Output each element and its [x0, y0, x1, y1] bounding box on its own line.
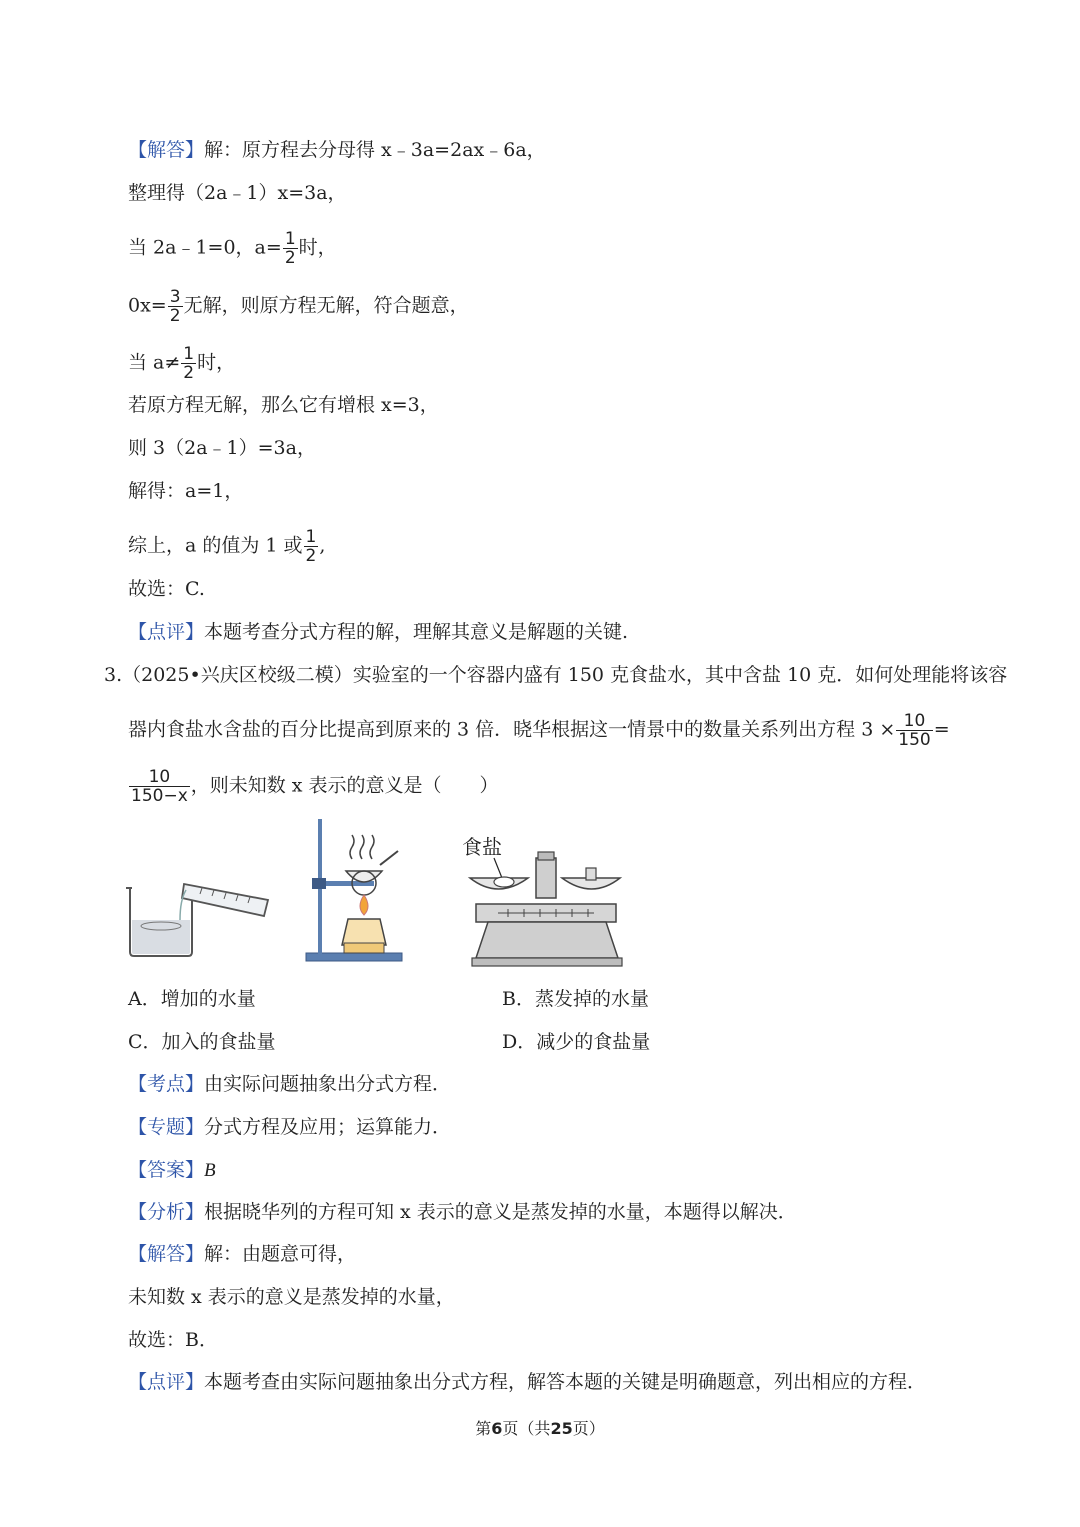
page-number: 6	[491, 1419, 503, 1438]
question-3-line-3: $\frac{10}{150-x}$ ，则未知数 x 表示的意义是（ ）	[131, 767, 499, 806]
balance-scale-figure	[458, 830, 638, 970]
solution-text-1: 解：原方程去分母得 x﹣3a=2ax﹣6a，	[204, 139, 546, 161]
option-a: A．增加的水量	[128, 988, 256, 1010]
solution-line-2: 整理得（2a﹣1）x=3a，	[128, 182, 347, 204]
solution-line: 【解答】解：由题意可得，	[128, 1243, 357, 1265]
page-total: 25	[550, 1419, 573, 1438]
question-3-line-1: 3.（2025•兴庆区校级二模）实验室的一个容器内盛有 150 克食盐水，其中含盐 10 克．如何处理能将该容	[104, 664, 1008, 686]
fraction-three-halves: $\frac{3}{2}$	[169, 287, 181, 326]
solution-line-10: 故选：C.	[128, 578, 205, 600]
option-c: C．加入的食盐量	[128, 1031, 276, 1053]
fraction-one-half: $\frac{1}{2}$	[183, 344, 195, 383]
comment-line: 【点评】本题考查分式方程的解，理解其意义是解题的关键.	[128, 621, 629, 643]
fraction-10-over-150: $\frac{10}{150}$	[898, 711, 931, 750]
beaker-pouring-figure	[122, 860, 282, 960]
tag-answer: 【解答】	[128, 139, 205, 161]
salt-label: 食盐	[462, 835, 502, 859]
comment-line: 【点评】本题考查由实际问题抽象出分式方程，解答本题的关键是明确题意，列出相应的方程．	[128, 1371, 927, 1393]
tag-comment: 【点评】	[128, 621, 205, 643]
option-b: B．蒸发掉的水量	[502, 988, 649, 1010]
kaodian-line: 【考点】由实际问题抽象出分式方程．	[128, 1073, 452, 1095]
fraction-one-half: $\frac{1}{2}$	[284, 229, 296, 268]
fraction-10-over-150-minus-x: $\frac{10}{150-x}$	[131, 767, 188, 806]
option-d: D．减少的食盐量	[502, 1031, 651, 1053]
solution-line-6: 若原方程无解，那么它有增根 x=3，	[128, 394, 439, 416]
solution-line-9: 综上，a 的值为 1 或 $\frac{1}{2}$ ,	[128, 527, 326, 566]
evaporation-stand-figure	[302, 815, 412, 965]
solution-line-3: 当 2a﹣1=0，a= $\frac{1}{2}$ 时，	[128, 229, 337, 268]
solution-line-1	[128, 138, 546, 162]
solution-line-8: 解得：a=1，	[128, 480, 244, 502]
solution-line-2: 未知数 x 表示的意义是蒸发掉的水量，	[128, 1286, 455, 1308]
zhuanti-line: 【专题】分式方程及应用；运算能力．	[128, 1116, 452, 1138]
answer-key-line: 【答案】B	[128, 1159, 216, 1181]
solution-line-4: 0x= $\frac{3}{2}$ 无解，则原方程无解，符合题意，	[128, 287, 469, 326]
solution-line-5: 当 a≠ $\frac{1}{2}$ 时，	[128, 344, 236, 383]
page-footer: 第6页（共25页）	[475, 1419, 605, 1438]
question-3-line-2: 器内食盐水含盐的百分比提高到原来的 3 倍．晓华根据这一情景中的数量关系列出方程 3 × $\frac{10}{150}$ =	[128, 711, 950, 750]
solution-line-7: 则 3（2a﹣1）=3a，	[128, 437, 316, 459]
solution-line-3: 故选：B．	[128, 1329, 218, 1351]
fraction-one-half: $\frac{1}{2}$	[305, 527, 317, 566]
analysis-line: 【分析】根据晓华列的方程可知 x 表示的意义是蒸发掉的水量，本题得以解决．	[128, 1201, 797, 1223]
